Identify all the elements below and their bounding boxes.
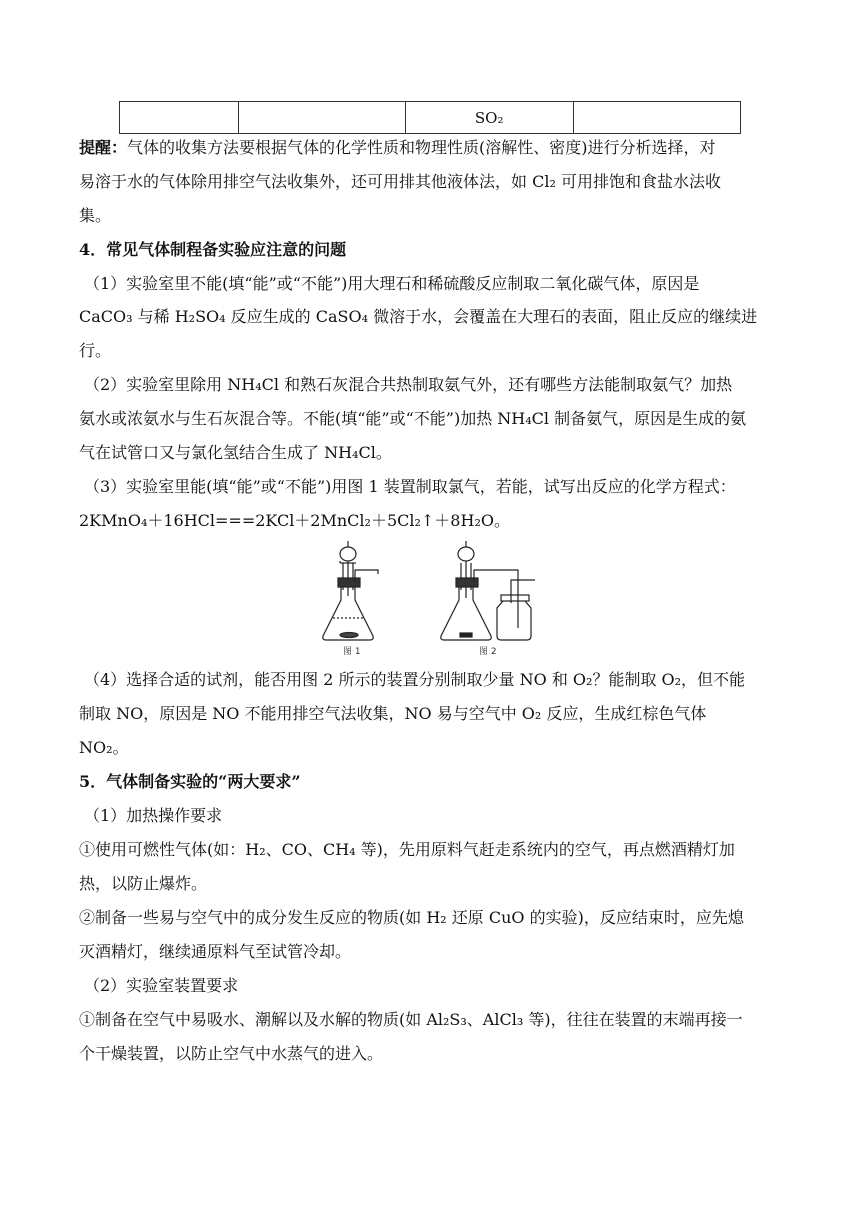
tip-label: 提醒： [79,138,128,157]
q4-line: （4）选择合适的试剂，能否用图 2 所示的装置分别制取少量 NO 和 O₂？能制取 O₂，但不能 [84,670,746,689]
q1-line: （1）实验室里不能(填“能”或“不能”)用大理石和稀硫酸反应制取二氧化碳气体，原因是 [84,274,700,293]
table-cell [573,102,740,134]
tip-line-2: 易溶于水的气体除用排空气法收集外，还可用排其他液体法，如 Cl₂ 可用排饱和食盐水法收 [79,172,721,191]
q2-line: 气在试管口又与氯化氢结合生成了 NH₄Cl。 [79,443,392,462]
item-3-line: ①制备在空气中易吸水、潮解以及水解的物质(如 Al₂S₃、AlCl₃ 等)，往往在装置的末端再接一 [79,1010,743,1029]
section-5-heading: 5．气体制备实验的“两大要求” [79,772,301,791]
item-3-line: 个干燥装置，以防止空气中水蒸气的进入。 [79,1044,384,1063]
q2-line: （2）实验室里除用 NH₄Cl 和熟石灰混合共热制取氨气外，还有哪些方法能制取氨气？加热 [84,375,733,394]
table-cell: SO₂ [405,102,573,134]
figure-1-caption: 图 1 [343,647,361,657]
item-2-line: ②制备一些易与空气中的成分发生反应的物质(如 H₂ 还原 CuO 的实验)，反应结束时，应先熄 [79,908,744,927]
tip-text: 气体的收集方法要根据气体的化学性质和物理性质(溶解性、密度)进行分析选择，对 [127,138,716,157]
sub-heading-2: （2）实验室装置要求 [84,976,239,995]
apparatus-figure [321,540,541,660]
item-1-line: ①使用可燃性气体(如：H₂、CO、CH₄ 等)，先用原料气赶走系统内的空气，再点燃酒精灯加 [79,840,735,859]
figure-2-apparatus [441,541,535,640]
figure-2-caption: 图 2 [479,647,497,657]
gas-collection-table-fragment [119,101,741,134]
q1-line: 行。 [79,341,112,360]
q4-line: NO₂。 [79,738,129,757]
table-row [120,102,741,134]
table-cell [120,102,239,134]
figure-1-apparatus [323,541,378,640]
q2-line: 氨水或浓氨水与生石灰混合等。不能(填“能”或“不能”)加热 NH₄Cl 制备氨气，原因是生成的氨 [79,409,747,428]
table-cell [239,102,405,134]
tip-line-3: 集。 [79,206,112,225]
q3-line: （3）实验室里能(填“能”或“不能”)用图 1 装置制取氯气，若能，试写出反应的化学方程式： [84,477,736,496]
section-4-heading: 4．常见气体制程备实验应注意的问题 [79,240,347,259]
chemical-equation: 2KMnO₄＋16HCl===2KCl＋2MnCl₂＋5Cl₂↑＋8H₂O。 [79,511,510,530]
tip-line-1 [79,138,716,158]
item-2-line: 灭酒精灯，继续通原料气至试管冷却。 [79,942,352,961]
sub-heading-1: （1）加热操作要求 [84,806,223,825]
q1-line: CaCO₃ 与稀 H₂SO₄ 反应生成的 CaSO₄ 微溶于水，会覆盖在大理石的表面，阻止反应的继续进 [79,307,758,326]
q4-line: 制取 NO，原因是 NO 不能用排空气法收集，NO 易与空气中 O₂ 反应，生成红棕色气体 [79,704,707,723]
item-1-line: 热，以防止爆炸。 [79,874,208,893]
